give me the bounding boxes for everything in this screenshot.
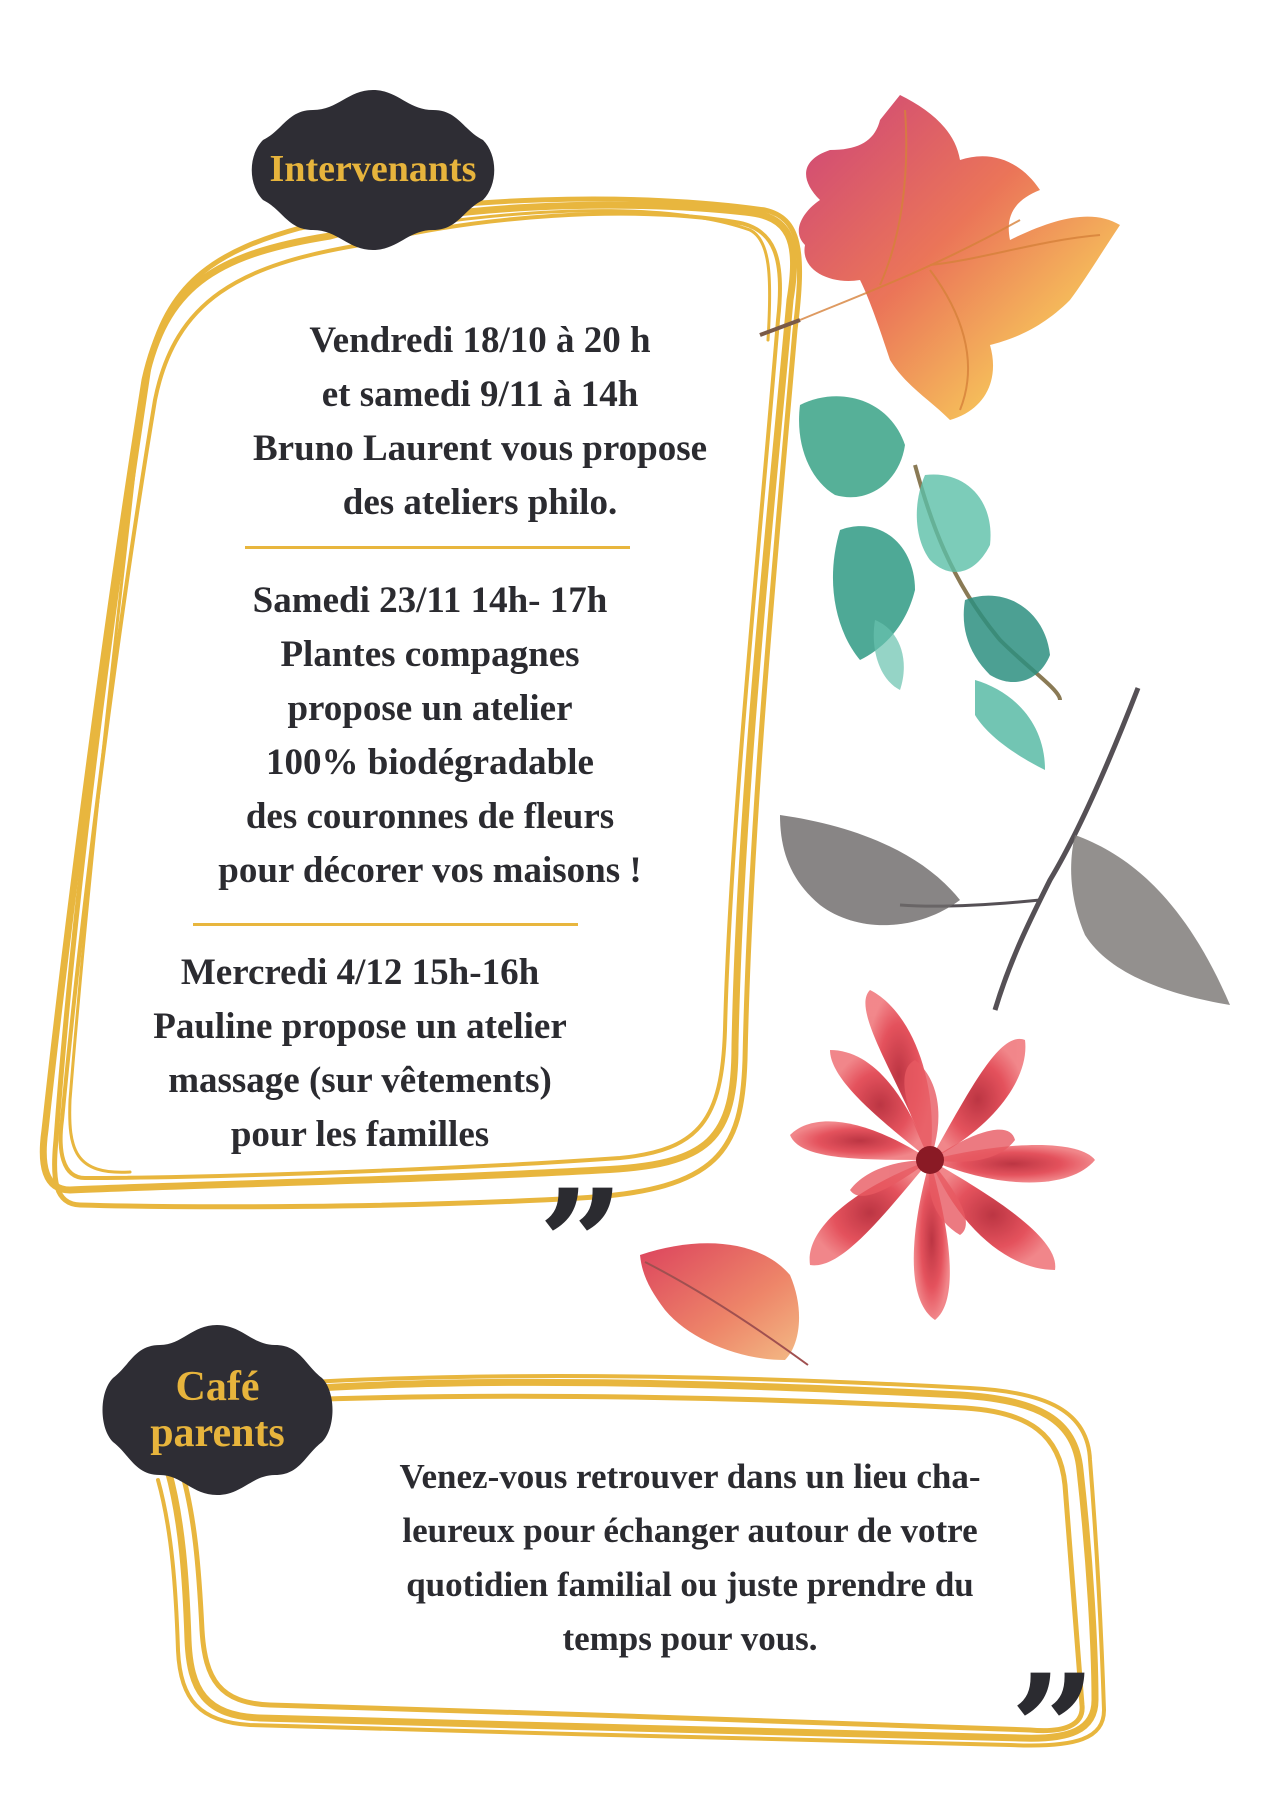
event-line: Pauline propose un atelier bbox=[153, 1006, 567, 1047]
cafe-badge-line: Café bbox=[175, 1363, 260, 1410]
maple-leaf-illustration bbox=[760, 95, 1120, 420]
event-massage bbox=[90, 946, 630, 1162]
cafe-parents-badge bbox=[100, 1320, 335, 1500]
event-line: Samedi 23/11 14h- 17h bbox=[252, 580, 608, 621]
cafe-line: quotidien familial ou juste prendre du bbox=[406, 1565, 974, 1604]
cafe-badge-line: parents bbox=[150, 1410, 285, 1456]
intervenants-badge-label: Intervenants bbox=[269, 148, 477, 191]
event-line: 100% biodégradable bbox=[266, 742, 594, 783]
green-leaves-illustration bbox=[799, 396, 1060, 770]
cafe-parents-text bbox=[330, 1450, 1050, 1666]
event-line: propose un atelier bbox=[287, 688, 573, 729]
event-line: pour les familles bbox=[230, 1114, 490, 1155]
quote-mark-icon: ” bbox=[538, 1157, 617, 1333]
cafe-line: leureux pour échanger autour de votre bbox=[402, 1511, 978, 1550]
red-flower-illustration bbox=[790, 990, 1095, 1320]
event-couronnes bbox=[160, 574, 700, 898]
quote-mark-icon: ” bbox=[1010, 1642, 1089, 1818]
event-line: Bruno Laurent vous propose bbox=[252, 428, 708, 469]
divider-2 bbox=[193, 923, 578, 926]
event-philo bbox=[210, 314, 750, 530]
intervenants-badge bbox=[248, 85, 498, 255]
divider-1 bbox=[245, 546, 630, 549]
red-leaf-illustration bbox=[640, 1243, 808, 1365]
cafe-line: temps pour vous. bbox=[562, 1619, 818, 1658]
event-line: Plantes compagnes bbox=[280, 634, 580, 675]
event-line: Vendredi 18/10 à 20 h bbox=[309, 320, 651, 361]
event-line: des couronnes de fleurs bbox=[245, 796, 615, 837]
event-line: et samedi 9/11 à 14h bbox=[321, 374, 639, 415]
event-line: Mercredi 4/12 15h-16h bbox=[180, 952, 540, 993]
cafe-line: Venez-vous retrouver dans un lieu cha- bbox=[399, 1457, 981, 1496]
event-line: des ateliers philo. bbox=[342, 482, 618, 523]
event-line: pour décorer vos maisons ! bbox=[218, 850, 642, 891]
event-line: massage (sur vêtements) bbox=[168, 1060, 552, 1101]
